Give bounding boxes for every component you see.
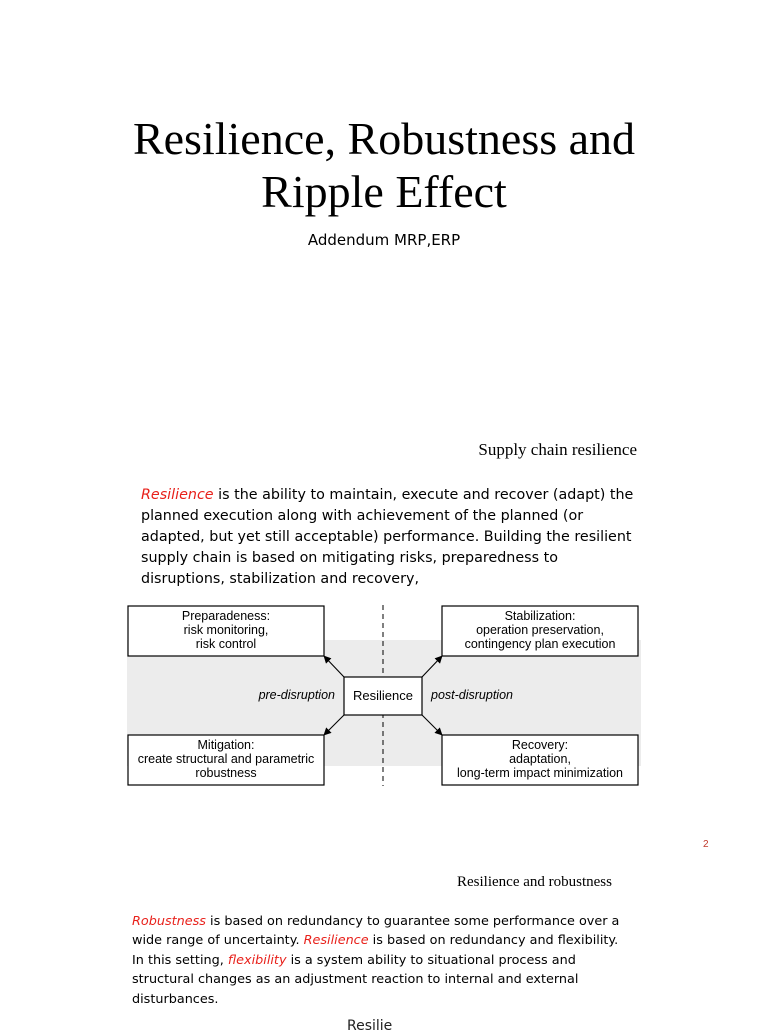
mitigation-line-1: Mitigation:	[197, 738, 255, 752]
resilience-term: Resilience	[141, 487, 214, 503]
resilience-definition	[141, 485, 641, 590]
title-line-2: Ripple Effect	[261, 166, 507, 217]
stabilization-line-2: operation preservation,	[476, 623, 604, 637]
robustness-text: is based on redundancy to guarantee some performance over a wide range of uncertainty.	[132, 914, 620, 949]
stabilization-line-3: contingency plan execution	[464, 637, 616, 651]
recovery-line-2: adaptation,	[509, 752, 571, 766]
resilience-text-2: is based on redundancy and flexibility. In this setting,	[132, 933, 619, 968]
supply-chain-resilience-heading: Supply chain resilience	[478, 440, 637, 459]
flexibility-text: is a system ability to situational process and structural changes as an adjustment reaction to internal and external disturbances.	[132, 952, 579, 1007]
resilience-center-label: Resilience	[353, 688, 413, 703]
pre-disruption-label: pre-disruption	[258, 688, 335, 702]
robustness-paragraph	[132, 912, 632, 1009]
preparedness-line-2: risk monitoring,	[183, 623, 269, 637]
preparedness-line-3: risk control	[195, 637, 257, 651]
resilience-diagram	[124, 602, 644, 792]
mitigation-line-2: create structural and parametric	[137, 752, 315, 766]
slide-subtitle: Addendum MRP,ERP	[307, 231, 461, 249]
flexibility-term: flexibility	[227, 952, 287, 968]
preparedness-line-1: Preparadeness:	[181, 609, 271, 623]
recovery-line-1: Recovery:	[511, 738, 569, 752]
post-disruption-label: post-disruption	[431, 688, 513, 702]
recovery-line-3: long-term impact minimization	[456, 766, 624, 780]
title-line-1: Resilience, Robustness and	[132, 113, 636, 164]
robustness-term: Robustness	[132, 914, 206, 929]
resilience-robustness-heading: Resilience and robustness	[457, 874, 612, 890]
slide-title	[0, 112, 768, 218]
page-number: 2	[703, 839, 709, 850]
stabilization-line-1: Stabilization:	[504, 609, 576, 623]
resilience-term-2: Resilience	[303, 933, 369, 949]
resilience-definition-text: is the ability to maintain, execute and recover (adapt) the planned execution along with achievement of the planned (or adapted, but yet still acceptable) performance. Building the resilient supply chain is based on mitigating risks, preparedness to disruptions, stabilization and recovery,	[141, 487, 634, 587]
mitigation-line-3: robustness	[195, 766, 257, 780]
cut-off-text: Resilie	[347, 1018, 393, 1034]
